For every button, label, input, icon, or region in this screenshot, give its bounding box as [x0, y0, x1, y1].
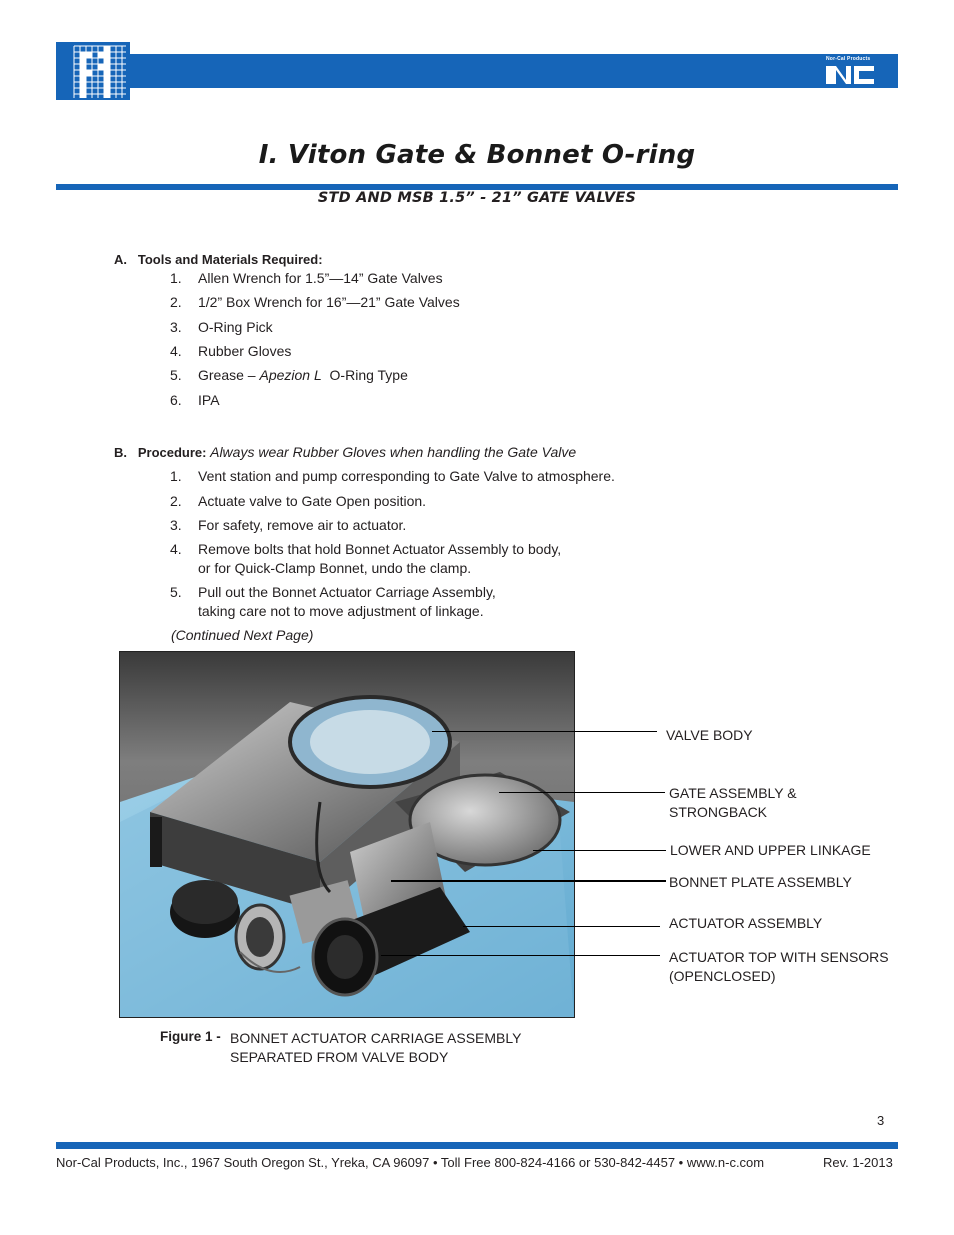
list-item: 1/2” Box Wrench for 16”—21” Gate Valves — [198, 294, 460, 310]
list-item: For safety, remove air to actuator. — [198, 517, 407, 533]
list-item: Pull out the Bonnet Actuator Carriage Assembly, taking care not to move adjustment of linkage. — [198, 584, 496, 619]
brand-small-text: Nor-Cal Products — [826, 56, 871, 62]
callout-line-valve-body — [432, 731, 657, 732]
valve-photo — [119, 651, 575, 1018]
callout-label: ACTUATOR ASSEMBLY — [669, 915, 823, 931]
callout-line-linkage — [533, 850, 666, 851]
page-subtitle: STD AND MSB 1.5” - 21” GATE VALVES — [317, 190, 637, 206]
list-item: O-Ring Pick — [198, 319, 273, 335]
footer-address: Nor-Cal Products, Inc., 1967 South Oregon St., Yreka, CA 96097 • Toll Free 800-824-4166 or 530-842-4457 • www.n-c.com — [56, 1155, 765, 1170]
continued-note: (Continued Next Page) — [171, 627, 314, 643]
list-number: 6. — [170, 392, 182, 408]
page-title: I. Viton Gate & Bonnet O-ring — [258, 140, 696, 170]
list-number: 2. — [170, 493, 182, 509]
callout-label: GATE ASSEMBLY & STRONGBACK — [669, 785, 797, 820]
header-bar — [56, 54, 898, 88]
callout-line-actuator-top — [381, 955, 660, 956]
list-number: 2. — [170, 294, 182, 310]
list-number: 1. — [170, 270, 182, 286]
nc-logo-icon — [824, 56, 878, 86]
list-item: Remove bolts that hold Bonnet Actuator Assembly to body, or for Quick-Clamp Bonnet, undo the clamp. — [198, 541, 562, 576]
list-item: Grease – Apezion L O-Ring Type — [198, 367, 408, 383]
list-number: 4. — [170, 343, 182, 359]
list-number: 4. — [170, 541, 182, 557]
grid-logo-icon — [56, 42, 130, 100]
section-a-heading: A. Tools and Materials Required: — [114, 252, 323, 267]
list-number: 5. — [170, 367, 182, 383]
footer-revision: Rev. 1-2013 — [823, 1155, 893, 1170]
callout-line-actuator — [463, 926, 660, 927]
callout-label: BONNET PLATE ASSEMBLY — [669, 874, 852, 890]
list-number: 3. — [170, 319, 182, 335]
figure-caption: BONNET ACTUATOR CARRIAGE ASSEMBLY SEPARATED FROM VALVE BODY — [230, 1030, 522, 1065]
list-number: 5. — [170, 584, 182, 600]
section-b-heading: B. Procedure: Always wear Rubber Gloves when handling the Gate Valve — [114, 444, 577, 460]
footer-rule — [56, 1142, 898, 1149]
list-number: 3. — [170, 517, 182, 533]
page-number: 3 — [877, 1113, 885, 1128]
list-item: Allen Wrench for 1.5”—14” Gate Valves — [198, 270, 443, 286]
figure-caption-label: Figure 1 - — [160, 1029, 221, 1044]
callout-line-bonnet-plate — [391, 880, 666, 882]
callout-label: VALVE BODY — [666, 727, 753, 743]
list-item: Actuate valve to Gate Open position. — [198, 493, 427, 509]
list-item: Vent station and pump corresponding to Gate Valve to atmosphere. — [198, 468, 615, 484]
callout-label: ACTUATOR TOP WITH SENSORS (OPENCLOSED) — [669, 949, 889, 984]
list-item: Rubber Gloves — [198, 343, 292, 359]
callout-line-gate-assembly — [499, 792, 665, 793]
list-item: IPA — [198, 392, 220, 408]
callout-label: LOWER AND UPPER LINKAGE — [670, 842, 871, 858]
list-number: 1. — [170, 468, 182, 484]
